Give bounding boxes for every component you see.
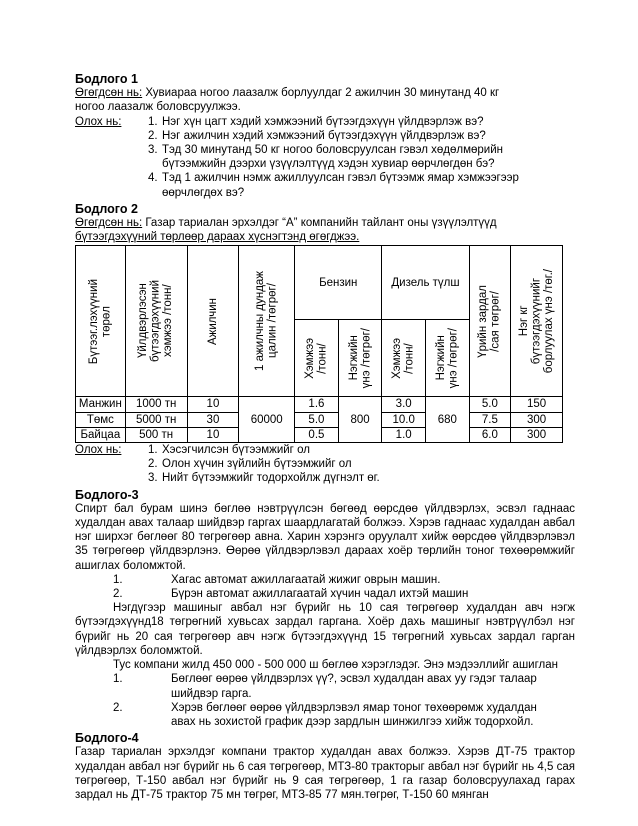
- document-page: [75, 70, 575, 802]
- problem-1-given-cont: ногоо лаазалж боловсруулжээ.: [75, 101, 241, 114]
- cell-name: Манжин: [76, 397, 126, 412]
- problem-2-given-cont: бүтээгдэхүүний төрлөөр дараах хүснэгтэнд өгөгджээ.: [75, 231, 360, 244]
- problem-3-option: 2. Бүрэн автомат ажиллагаатай хүчин чадал ихтэй машин: [113, 588, 469, 601]
- cell-diesel-amount: 3.0: [382, 397, 426, 412]
- col-header-benzin-price: Нэгжийн үнэ /төгрөг/: [338, 319, 382, 397]
- problem-3-paragraph: Спирт бал бурам шинэ бөглөө нэвтрүүлсэн бөгөөд өөрсдөө үйлдвэрлэх, эсвэл гаднаас худалдан авах талаар шийдвэр гаргах шаардлагатай болжээ. Хэрэв гаднаас худалдан авбал нэг ширхэг бөглөөг 80 төгрөгөөр авна. Харин хэрэнгэ оруулалт хийж өөрсдөө үйлдвэрлэвэл 35 төгрөгөөр үйлдвэрлэнэ. Өөрөө үйлдвэрлэвэл дараах хоёр төрлийн тоног төхөөрөмжийг ашиглах боломжтой.: [75, 502, 575, 572]
- problem-4-paragraph: Газар тариалан эрхэлдэг компани трактор худалдан авах болжээ. Хэрэв ДТ-75 трактор худалдан авбал нэг бүрийг нь 6 сая төгрөгөөр, МТЗ-80 тракторыг авбал нэг бүрийг нь 4,5 сая төгрөгөөр, Т-150 авбал нэг бүрийг нь 9 сая төгрөгөөр, 1 га газар боловсруулахад гарах зардал нь ДТ-75 трактор 75 мн төгрөг, МТЗ-85 77 мян.төгрөг, Т-150 60 мянган: [75, 746, 575, 801]
- find-label: Олох нь:: [75, 115, 122, 128]
- question-number: 2.: [148, 129, 158, 142]
- cell-sale-price: 300: [511, 412, 563, 427]
- question-number: 3.: [148, 472, 158, 485]
- cell-wage: 60000: [239, 397, 295, 443]
- cell-quantity: 1000 тн: [125, 397, 187, 412]
- cell-workers: 10: [187, 397, 239, 412]
- cell-seed-cost: 6.0: [469, 427, 511, 442]
- question-number: 4.: [148, 172, 158, 185]
- data-table: [75, 245, 563, 443]
- given-text: Газар тариалан эрхэлдэг “А” компанийн тайлант оны үзүүлэлтүүд: [142, 217, 497, 230]
- problem-2-question: [148, 471, 575, 485]
- problem-3-option: 1. Хагас автомат ажиллагаатай жижиг оврын машин.: [113, 573, 441, 586]
- cell-workers: 10: [187, 427, 239, 442]
- problem-1-find: [75, 115, 575, 129]
- cell-quantity: 5000 тн: [125, 412, 187, 427]
- col-header-diesel: Дизель түлш: [382, 246, 469, 319]
- col-header-wage: 1 ажилчны дундаж цалин /төгрөг/: [239, 246, 295, 397]
- problem-1-title: Бодлого 1: [75, 72, 138, 86]
- cell-diesel-price: 680: [425, 397, 469, 443]
- question-number: 3.: [148, 144, 158, 157]
- cell-seed-cost: 5.0: [469, 397, 511, 412]
- col-header-quantity: Үйлдвэрлэсэн бүтээгдэхүүний хэмжээ /тонн/: [125, 246, 187, 397]
- col-header-sale-price: Нэг кг бүтээгдэхүүнийг борлуулах үнэ /төг./: [511, 246, 563, 397]
- col-header-diesel-price: Нэгжийн үнэ /төгрөг/: [425, 319, 469, 397]
- problem-3-paragraph-2: Нэгдүгээр машиныг авбал нэг бүрийг нь 10 сая төгрөгөөр худалдан авч нэгж бүтээгдэхүүнд18 төгрөгний хувьсах зардал гаргана. Хоёр дахь машиныг нэвтрүүлбэл нэг бүрийг нь 20 сая төгрөгөөр авч нэгж бүтээгдэхүүнд 15 төгрөгний хувьсах зардал гарган үйлдвэрлэх боломжтой.: [75, 602, 575, 657]
- problem-3-task: 1. Бөглөөг өөрөө үйлдвэрлэх үү?, эсвэл худалдан авах уу гэдэг талаар шийдвэр гарга.: [113, 673, 537, 700]
- problem-2-title: Бодлого 2: [75, 201, 138, 216]
- given-text: Хувиараа ногоо лаазалж борлуулдаг 2 ажилчин 30 минутанд 40 кг: [142, 87, 500, 100]
- question-text: Олон хүчин зүйлийн бүтээмжийг ол: [162, 458, 352, 471]
- problem-3-title: Бодлого-3: [75, 487, 139, 502]
- cell-name: Төмс: [76, 412, 126, 427]
- problem-1-given: [75, 86, 575, 100]
- cell-benzin-amount: 0.5: [295, 427, 339, 442]
- problem-1-question: [148, 129, 575, 143]
- cell-benzin-price: 800: [338, 397, 382, 443]
- cell-sale-price: 300: [511, 427, 563, 442]
- question-text: Нэг хүн цагт хэдий хэмжээний бүтээгдэхүүн үйлдвэрлэж вэ?: [162, 115, 484, 128]
- cell-diesel-amount: 10.0: [382, 412, 426, 427]
- table-row: [76, 412, 563, 427]
- cell-seed-cost: 7.5: [469, 412, 511, 427]
- col-header-seed-cost: Үрийн зардал /сая төгрөг/: [469, 246, 511, 397]
- col-header-benzin: Бензин: [295, 246, 382, 319]
- col-header-benzin-amount: Хэмжээ /тонн/: [295, 319, 339, 397]
- problem-2-find: [75, 443, 575, 457]
- table-row: [76, 397, 563, 412]
- question-number: 2.: [148, 458, 158, 471]
- col-header-type: Бүтээг.лэхүүний төрөл: [76, 246, 126, 397]
- col-header-workers: Ажилчин: [187, 246, 239, 397]
- cell-workers: 30: [187, 412, 239, 427]
- cell-benzin-amount: 5.0: [295, 412, 339, 427]
- question-text: Хэсэгчилсэн бүтээмжийг ол: [162, 444, 310, 457]
- question-number: 1.: [148, 115, 158, 128]
- problem-3-paragraph-3: Тус компани жилд 450 000 - 500 000 ш бөглөө хэрэглэдэг. Энэ мэдээллийг ашиглан: [113, 659, 558, 672]
- cell-sale-price: 150: [511, 397, 563, 412]
- question-text: Тэд 1 ажилчин нэмж ажиллуулсан гэвэл бүтээмж ямар хэмжээгээр өөрчлөгдөх вэ?: [162, 172, 519, 199]
- problem-1-question: [148, 171, 575, 199]
- given-label: Өгөгдсөн нь:: [75, 87, 143, 100]
- cell-quantity: 500 тн: [125, 427, 187, 442]
- problem-2-given: [75, 216, 575, 230]
- cell-name: Байцаа: [76, 427, 126, 442]
- problem-1-question: [148, 143, 575, 171]
- given-label: Өгөгдсөн нь:: [75, 217, 143, 230]
- table-row: [76, 427, 563, 442]
- question-text: Тэд 30 минутанд 50 кг ногоо боловсруулсан гэвэл хөдөлмөрийн бүтээмжийн дээрхи үзүүлэлтүүд хэдэн хувиар өөрчлөгдөн бэ?: [162, 144, 503, 171]
- question-text: Нийт бүтээмжийг тодорхойлж дүгнэлт өг.: [162, 472, 380, 485]
- question-number: 1.: [148, 444, 158, 457]
- problem-2-question: [148, 457, 575, 471]
- find-label: Олох нь:: [75, 444, 122, 457]
- cell-benzin-amount: 1.6: [295, 397, 339, 412]
- question-text: Нэг ажилчин хэдий хэмжээний бүтээгдэхүүн үйлдвэрлэж вэ?: [162, 129, 486, 142]
- cell-diesel-amount: 1.0: [382, 427, 426, 442]
- problem-3-task: 2. Хэрэв бөглөөг өөрөө үйлдвэрлэвэл ямар тоног төхөөрөмж худалдан авах нь зохистой график дээр зардлын шинжилгээ хийж тодорхойл.: [113, 701, 537, 728]
- problem-4-title: Бодлого-4: [75, 731, 139, 746]
- col-header-diesel-amount: Хэмжээ /тонн/: [382, 319, 426, 397]
